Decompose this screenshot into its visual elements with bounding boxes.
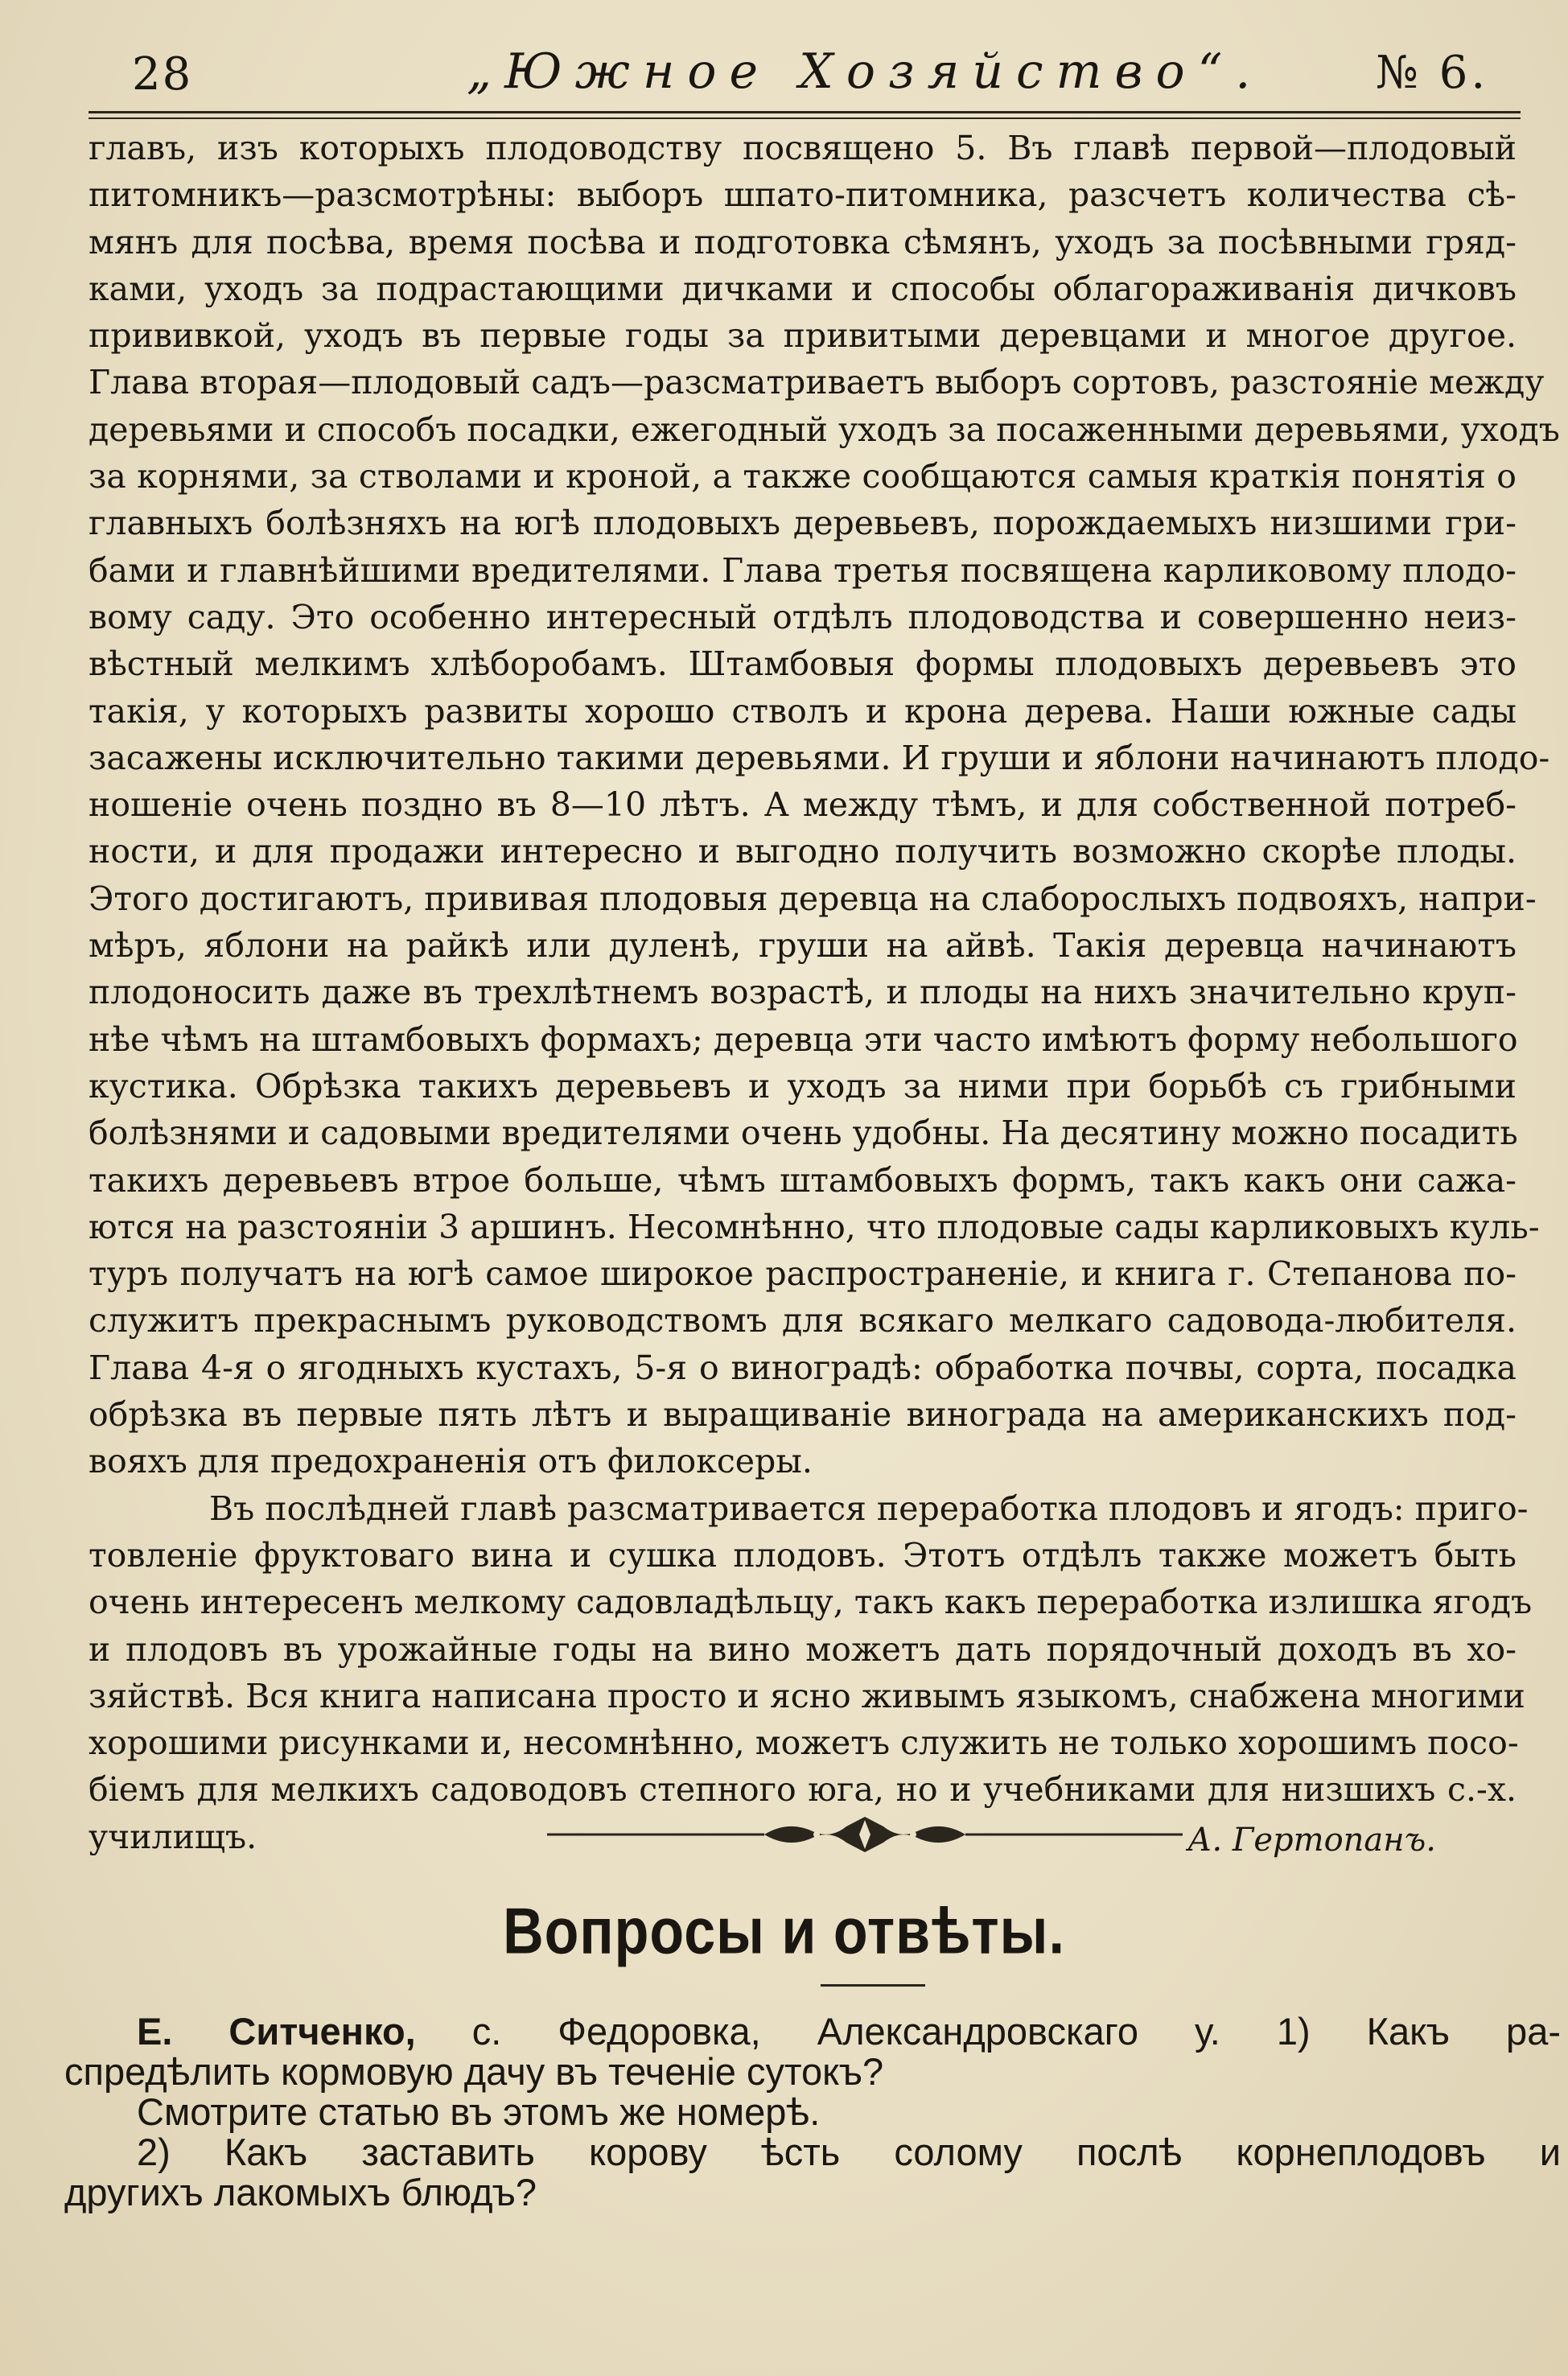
text-line: служитъ прекраснымъ руководствомъ для всякаго мелкаго садовода-любителя. (88, 1301, 1517, 1340)
text-line: ности, и для продажи интересно и выгодно получить возможно скорѣе плоды. (88, 832, 1517, 871)
review-paragraph-2 (88, 1485, 1533, 1814)
review-final-line: училищъ. (88, 1817, 257, 1856)
question-1-line-2: спредѣлить кормовую дачу въ теченіе сутокъ? (64, 2050, 884, 2093)
question-1-text: с. Федоровка, Александровскаго у. 1) Какъ ра- (415, 2010, 1561, 2053)
text-line: ношеніе очень поздно въ 8—10 лѣтъ. А между тѣмъ, и для собственной потреб- (88, 785, 1517, 825)
text-line: бами и главнѣйшими вредителями. Глава третья посвящена карликовому плодо- (88, 550, 1517, 590)
text-line: плодоносить даже въ трехлѣтнемъ возрастѣ, и плоды на нихъ значительно круп- (88, 973, 1517, 1012)
text-line: ются на разстояніи 3 аршинъ. Несомнѣнно, что плодовые сады карликовыхъ куль- (88, 1207, 1540, 1246)
text-line: Глава 4-я о ягодныхъ кустахъ, 5-я о виноградѣ: обработка почвы, сорта, посадка (88, 1348, 1517, 1387)
questions-and-answers (64, 2010, 1561, 2213)
page-number: 28 (132, 48, 193, 101)
answer-1: Смотрите статью въ этомъ же номерѣ. (137, 2090, 821, 2133)
text-line: нѣе чѣмъ на штамбовыхъ формахъ; деревца эти часто имѣютъ форму небольшого (88, 1019, 1518, 1059)
running-head (88, 32, 1521, 121)
header-rule (88, 111, 1521, 113)
text-line: болѣзнями и садовыми вредителями очень удобны. На десятину можно посадить (88, 1114, 1518, 1153)
text-line: Этого достигаютъ, прививая плодовыя деревца на слаборослыхъ подвояхъ, напри- (88, 879, 1537, 918)
question-2-line-2: другихъ лакомыхъ блюдъ? (64, 2171, 537, 2213)
journal-title: „Южное Хозяйство“. (467, 43, 1264, 100)
text-line: деревьями и способъ посадки, ежегодный уходъ за посаженными деревьями, уходъ (88, 410, 1560, 449)
text-line: туръ получатъ на югѣ самое широкое распространеніе, и книга г. Степанова по- (88, 1254, 1517, 1294)
text-line: ками, уходъ за подрастающими дичками и способы облагораживанія дичковъ (88, 269, 1517, 308)
text-line: вѣстный мелкимъ хлѣборобамъ. Штамбовыя формы плодовыхъ деревьевъ это (88, 644, 1517, 684)
review-signature: А. Гертопанъ. (1187, 1821, 1436, 1859)
text-line: и плодовъ въ урожайные годы на вино можетъ дать порядочный доходъ въ хо- (88, 1629, 1517, 1669)
text-line: товленіе фруктоваго вина и сушка плодовъ. Этотъ отдѣлъ также можетъ быть (88, 1535, 1517, 1575)
text-line: главныхъ болѣзняхъ на югѣ плодовыхъ деревьевъ, порождаемыхъ низшими гри- (88, 504, 1517, 543)
text-line: мѣръ, яблони на райкѣ или дуленѣ, груши на айвѣ. Такія деревца начинаютъ (88, 926, 1517, 966)
text-line: вояхъ для предохраненія отъ филоксеры. (88, 1442, 813, 1481)
section-title: Вопросы и отвѣты. (503, 1895, 1065, 1967)
book-review (88, 125, 1560, 1862)
text-line: питомникъ—разсмотрѣны: выборъ шпато-питомника, разсчетъ количества сѣ- (88, 175, 1517, 215)
text-line: прививкой, уходъ въ первые годы за привитыми деревцами и многое другое. (88, 316, 1517, 356)
text-line: главъ, изъ которыхъ плодоводству посвящено 5. Въ главѣ первой—плодовый (88, 129, 1517, 167)
question-2-line-1: 2) Какъ заставить корову ѣсть солому послѣ корнеплодовъ и (137, 2131, 1561, 2173)
text-line: біемъ для мелкихъ садоводовъ степного юга, но и учебниками для низшихъ с.-х. (88, 1770, 1517, 1810)
review-paragraph-1 (88, 125, 1560, 1485)
text-line: кустика. Обрѣзка такихъ деревьевъ и уходъ за ними при борьбѣ съ грибными (88, 1066, 1517, 1106)
title-underline (821, 1984, 925, 1987)
text-line: такихъ деревьевъ втрое больше, чѣмъ штамбовыхъ формъ, такъ какъ они сажа- (88, 1160, 1517, 1200)
text-line: вому саду. Это особенно интересный отдѣлъ плодоводства и совершенно неиз- (88, 597, 1517, 636)
text-line: за корнями, за стволами и кроной, а также сообщаются самыя краткія понятія о (88, 457, 1517, 496)
text-line: обрѣзка въ первые пять лѣтъ и выращиваніе винограда на американскихъ под- (88, 1395, 1517, 1435)
text-line: очень интересенъ мелкому садовладѣльцу, такъ какъ переработка излишка ягодъ (88, 1583, 1533, 1622)
question-1-line-1 (137, 2012, 1561, 2052)
asker-name: Е. Ситченко, (137, 2010, 416, 2053)
issue-number: № 6. (1376, 47, 1489, 99)
text-line: хорошими рисунками и, несомнѣнно, можетъ служить не только хорошимъ посо- (88, 1723, 1519, 1763)
ornament-divider (547, 1802, 1183, 1867)
text-line: мянъ для посѣва, время посѣва и подготовка сѣмянъ, уходъ за посѣвными гряд- (88, 222, 1517, 261)
text-line: Глава вторая—плодовый садъ—разсматриваетъ выборъ сортовъ, разстояніе между (88, 363, 1545, 402)
text-line: Въ послѣдней главѣ разсматривается переработка плодовъ и ягодъ: приго- (209, 1489, 1529, 1528)
header-rule (88, 117, 1521, 119)
text-line: засажены исключительно такими деревьями. И груши и яблони начинаютъ плодо- (88, 738, 1550, 777)
text-line: такія, у которыхъ развиты хорошо стволъ и крона дерева. Наши южные сады (88, 691, 1517, 731)
text-line: зяйствѣ. Вся книга написана просто и ясно живымъ языкомъ, снабжена многими (88, 1676, 1525, 1715)
